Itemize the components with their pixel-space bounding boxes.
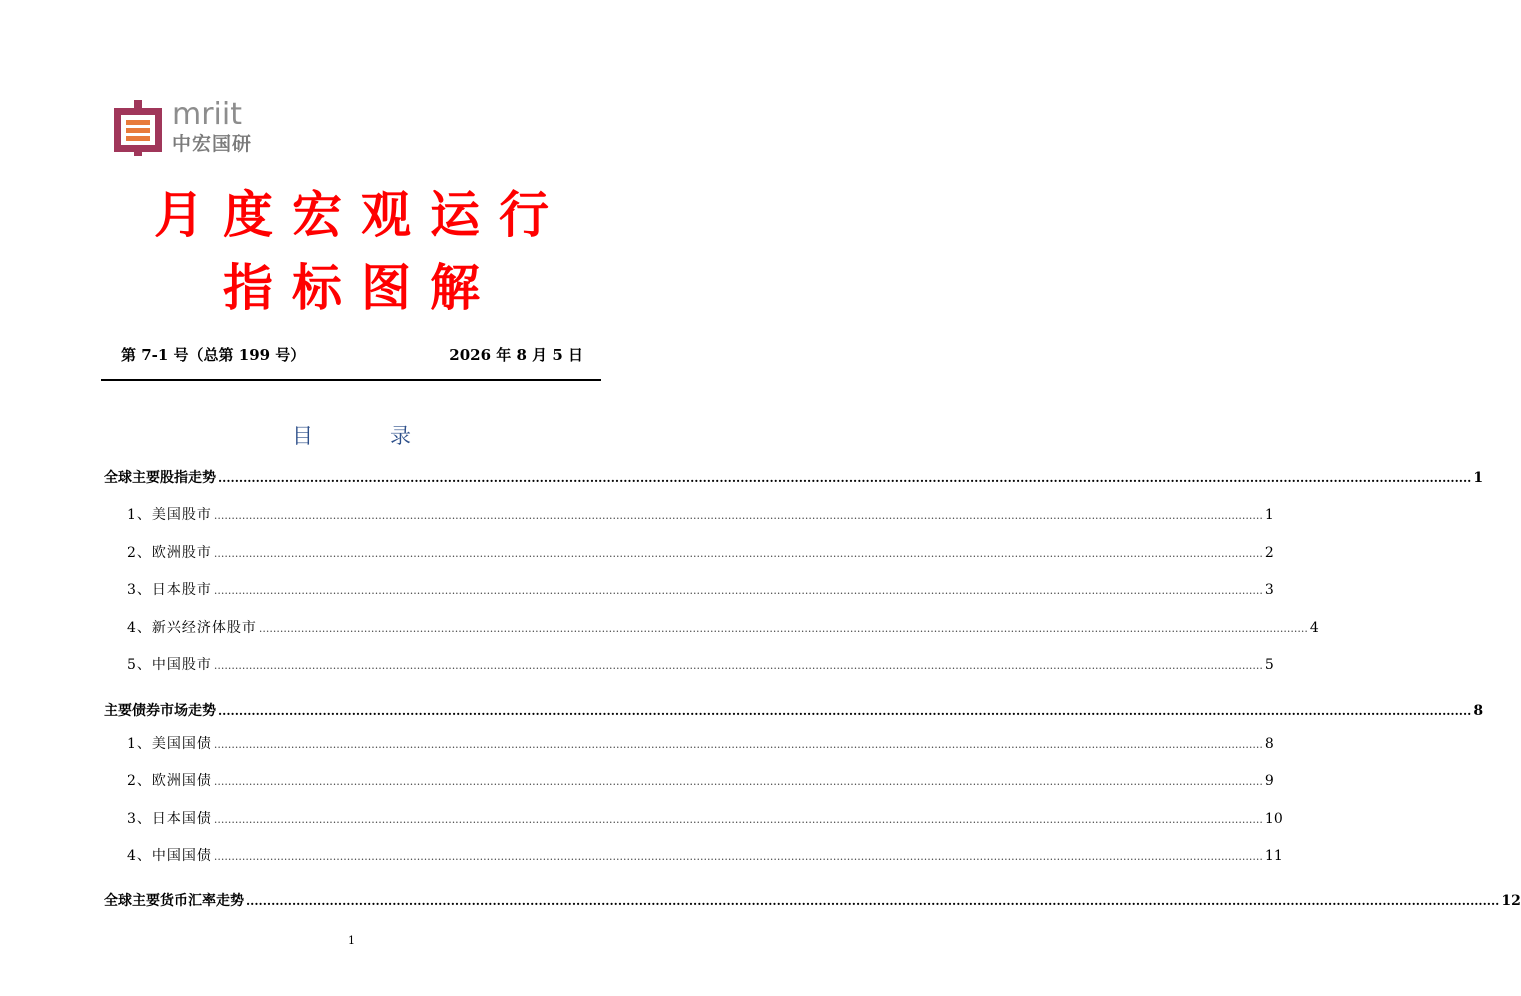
- logo-wordmark: mriit: [172, 97, 242, 132]
- toc-leader-dots: ............................................................................................................................................................................................................................................................................................................: [213, 584, 1263, 597]
- issue-number: 第 7-1 号（总第 199 号）: [121, 346, 306, 364]
- toc-entry-page: 1: [1473, 470, 1484, 486]
- toc-section-link[interactable]: [104, 467, 1484, 489]
- toc-entry-label: 1、美国股市: [127, 507, 212, 523]
- page-number: 1: [348, 934, 355, 947]
- toc-subsection-link[interactable]: [104, 504, 1274, 526]
- toc-entry-label: 4、中国国债: [127, 848, 212, 864]
- toc-entry-label: 全球主要股指走势: [104, 470, 216, 486]
- toc-entry-page: 12: [1501, 893, 1521, 909]
- toc-leader-dots: ............................................................................................................................................................................................................................................................................................................: [258, 622, 1308, 635]
- toc-section-link[interactable]: [104, 890, 1521, 912]
- toc-subsection-link[interactable]: [104, 579, 1274, 601]
- toc-entry-page: 10: [1264, 811, 1283, 827]
- toc-leader-dots: ............................................................................................................................................................................................................................................................................................................: [213, 547, 1263, 560]
- toc-entry-page: 8: [1264, 736, 1274, 752]
- report-title-line-2: 指标图解: [223, 258, 499, 317]
- toc-leader-dots: ............................................................................................................................................................................................................................................................................................................: [246, 894, 1500, 908]
- issue-date: 2026 年 8 月 5 日: [449, 346, 583, 364]
- toc-entry-label: 2、欧洲国债: [127, 773, 212, 789]
- toc-entry-page: 2: [1264, 545, 1274, 561]
- logo-mark-icon: [112, 98, 164, 158]
- toc-leader-dots: ............................................................................................................................................................................................................................................................................................................: [218, 704, 1472, 718]
- toc-entry-label: 主要债券市场走势: [104, 703, 216, 719]
- toc-subsection-link[interactable]: [104, 733, 1274, 755]
- toc-section-link[interactable]: [104, 700, 1484, 722]
- toc-entry-label: 4、新兴经济体股市: [127, 620, 257, 636]
- report-title-line-1: 月度宏观运行: [154, 185, 568, 244]
- toc-entry-label: 全球主要货币汇率走势: [104, 893, 244, 909]
- toc-entry-page: 8: [1473, 703, 1484, 719]
- toc-entry-label: 5、中国股市: [127, 657, 212, 673]
- toc-subsection-link[interactable]: [104, 542, 1274, 564]
- toc-subsection-link[interactable]: [104, 845, 1283, 867]
- toc-heading: 目 录: [292, 424, 439, 448]
- header-divider: [101, 379, 601, 381]
- logo-chinese-name: 中宏国研: [172, 133, 253, 155]
- toc-entry-label: 1、美国国债: [127, 736, 212, 752]
- toc-leader-dots: ............................................................................................................................................................................................................................................................................................................: [213, 850, 1263, 863]
- logo: [112, 98, 262, 158]
- toc-leader-dots: ............................................................................................................................................................................................................................................................................................................: [218, 471, 1472, 485]
- toc-subsection-link[interactable]: [104, 654, 1274, 676]
- toc-entry-page: 11: [1264, 848, 1283, 864]
- toc-entry-page: 9: [1264, 773, 1274, 789]
- toc-entry-label: 3、日本股市: [127, 582, 212, 598]
- toc-entry-page: 4: [1309, 620, 1319, 636]
- toc-leader-dots: ............................................................................................................................................................................................................................................................................................................: [213, 738, 1263, 751]
- toc-subsection-link[interactable]: [104, 808, 1283, 830]
- toc-entry-page: 5: [1264, 657, 1274, 673]
- toc-entry-page: 1: [1264, 507, 1274, 523]
- toc-leader-dots: ............................................................................................................................................................................................................................................................................................................: [213, 509, 1263, 522]
- toc-entry-page: 3: [1264, 582, 1274, 598]
- toc-leader-dots: ............................................................................................................................................................................................................................................................................................................: [213, 775, 1263, 788]
- toc-entry-label: 2、欧洲股市: [127, 545, 212, 561]
- toc-leader-dots: ............................................................................................................................................................................................................................................................................................................: [213, 813, 1263, 826]
- toc-entry-label: 3、日本国债: [127, 811, 212, 827]
- toc-subsection-link[interactable]: [104, 770, 1274, 792]
- toc-leader-dots: ............................................................................................................................................................................................................................................................................................................: [213, 659, 1263, 672]
- toc-subsection-link[interactable]: [104, 617, 1319, 639]
